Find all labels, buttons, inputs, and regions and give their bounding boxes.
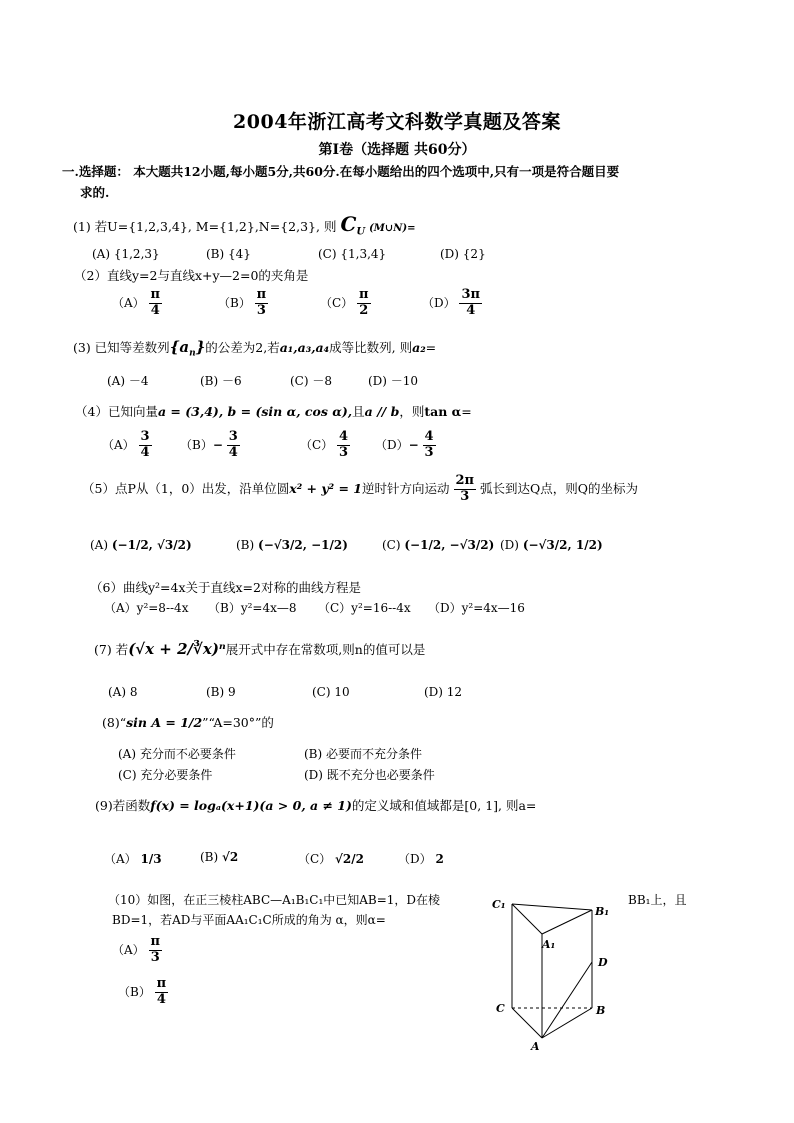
label-c: C <box>496 1002 505 1015</box>
q9-option-b: (B) √2 <box>200 850 239 864</box>
label-a: A <box>531 1040 540 1053</box>
q9-option-c: （C） √2/2 <box>298 852 364 866</box>
label-c1: C₁ <box>492 898 506 911</box>
q8-option-a: (A) 充分而不必要条件 <box>118 747 236 761</box>
q6-option-b: （B）y²=4x—8 <box>208 601 297 615</box>
q2-option-d-frac: $\frac{3\pi}{4}$ <box>461 287 481 318</box>
label-a1: A₁ <box>542 938 556 951</box>
q7-option-c: (C) 10 <box>312 685 350 699</box>
q5-option-d: (D) (−√3/2, 1/2) <box>500 538 603 552</box>
q5-option-a: (A) (−1/2, √3/2) <box>90 538 192 552</box>
q9-stem: (9)若函数f(x) = logₐ(x+1)(a > 0, a ≠ 1)的定义域和值域都是[0, 1], 则a= <box>95 798 537 813</box>
q1-option-b: (B) {4} <box>206 247 251 261</box>
q7-option-d: (D) 12 <box>424 685 463 699</box>
q4-option-b: （B）− $\frac{3}{4}$ <box>180 429 238 460</box>
q3-option-c: (C) －8 <box>290 374 332 388</box>
q6-option-d: （D）y²=4x—16 <box>428 601 525 615</box>
q1-stem <box>73 212 416 238</box>
q10-line2: BD=1，若AD与平面AA₁C₁C所成的角为 α，则α= <box>112 913 386 927</box>
edge-c1-b1 <box>512 904 592 910</box>
q8-stem: (8)“sin A = 1/2”“A=30°”的 <box>102 715 274 730</box>
label-d: D <box>598 956 608 969</box>
q3-option-d: (D) －10 <box>368 374 419 388</box>
q3-option-b: (B) －6 <box>200 374 242 388</box>
q10-option-b: （B） $\frac{\pi}{4}$ <box>118 976 167 1007</box>
edge-a1-b1 <box>542 910 592 934</box>
q4-stem: （4）已知向量a = (3,4), b = (sin α, cos α),且a // b，则tan α= <box>75 404 472 419</box>
q7-stem: (7) 若(√x + 2/∛x)ⁿ展开式中存在常数项,则n的值可以是 <box>94 640 426 658</box>
q2-option-b-frac: $\frac{\pi}{3}$ <box>256 287 267 318</box>
q8-option-c: (C) 充分必要条件 <box>118 768 213 782</box>
q6-option-a: （A）y²=8--4x <box>104 601 189 615</box>
q5-option-b: (B) (−√3/2, −1/2) <box>236 538 348 552</box>
q9-option-d: （D） 2 <box>398 852 444 866</box>
q9-option-a: （A） 1/3 <box>104 852 162 866</box>
q1-option-a: (A) {1,2,3} <box>92 247 160 261</box>
q5-stem: （5）点P从（1，0）出发，沿单位圆x² + y² = 1逆时针方向运动 $\frac{2\pi}{3}$ 弧长到达Q点，则Q的坐标为 <box>82 473 639 504</box>
q5-option-c: (C) (−1/2, −√3/2) <box>382 538 495 552</box>
prism-figure <box>480 890 630 1055</box>
q2-option-c-frac: $\frac{\pi}{2}$ <box>359 287 369 318</box>
q4-option-c: （C） $\frac{4}{3}$ <box>300 429 349 460</box>
q1-stem-text: (1) 若U={1,2,3,4}, M={1,2},N={2,3}, 则 <box>73 219 337 234</box>
q1-option-d: (D) {2} <box>440 247 486 261</box>
q8-option-d: (D) 既不充分也必要条件 <box>304 768 435 782</box>
q1-complement-c: C <box>340 212 357 236</box>
q1-complement-u: U <box>356 226 366 238</box>
q3-option-a: (A) －4 <box>107 374 149 388</box>
label-b: B <box>596 1004 606 1017</box>
q1-expr-tail: (M∪N)= <box>369 223 416 234</box>
q8-option-b: (B) 必要而不充分条件 <box>304 747 422 761</box>
q6-stem: （6）曲线y²=4x关于直线x=2对称的曲线方程是 <box>90 580 361 595</box>
q5-arc-frac: $\frac{2\pi}{3}$ <box>455 473 475 504</box>
q2-option-b: （B） $\frac{\pi}{3}$ <box>218 287 267 318</box>
q3-stem: (3) 已知等差数列$\{a_n\}$的公差为2,若a₁,a₃,a₄成等比数列, 则a₂= <box>73 338 437 359</box>
q1-option-c: (C) {1,3,4} <box>318 247 387 261</box>
q4-option-a: （A） $\frac{3}{4}$ <box>102 429 150 460</box>
edge-a-b <box>542 1008 592 1038</box>
label-b1: B₁ <box>595 905 610 918</box>
q2-stem: （2）直线y=2与直线x+y—2=0的夹角是 <box>74 268 309 283</box>
q10-line1: （10）如图，在正三棱柱ABC—A₁B₁C₁中已知AB=1，D在棱 <box>108 893 441 907</box>
q7-option-a: (A) 8 <box>108 685 138 699</box>
q4-option-d: （D）− $\frac{4}{3}$ <box>375 429 434 460</box>
edge-c-a <box>512 1008 542 1038</box>
q6-option-c: （C）y²=16--4x <box>318 601 411 615</box>
q2-option-c: （C） $\frac{\pi}{2}$ <box>320 287 369 318</box>
section-intro-line2: 求的. <box>80 185 110 200</box>
q10-option-a: （A） $\frac{\pi}{3}$ <box>112 934 161 965</box>
edge-c1-a1 <box>512 904 542 934</box>
q2-option-a-frac: $\frac{\pi}{4}$ <box>150 287 161 318</box>
part-title: 第Ⅰ卷（选择题 共60分） <box>318 142 476 158</box>
q2-option-a: （A） $\frac{\pi}{4}$ <box>112 287 161 318</box>
q10-line1-tail: BB₁上，且 <box>628 893 687 907</box>
segment-a-d <box>542 962 592 1038</box>
q2-option-d: （D） $\frac{3\pi}{4}$ <box>422 287 481 318</box>
q7-option-b: (B) 9 <box>206 685 236 699</box>
section-intro-line1: 一.选择题： 本大题共12小题,每小题5分,共60分.在每小题给出的四个选项中,只有一项是符合题目要 <box>62 164 620 179</box>
document-title: 2004年浙江高考文科数学真题及答案 <box>233 111 561 133</box>
